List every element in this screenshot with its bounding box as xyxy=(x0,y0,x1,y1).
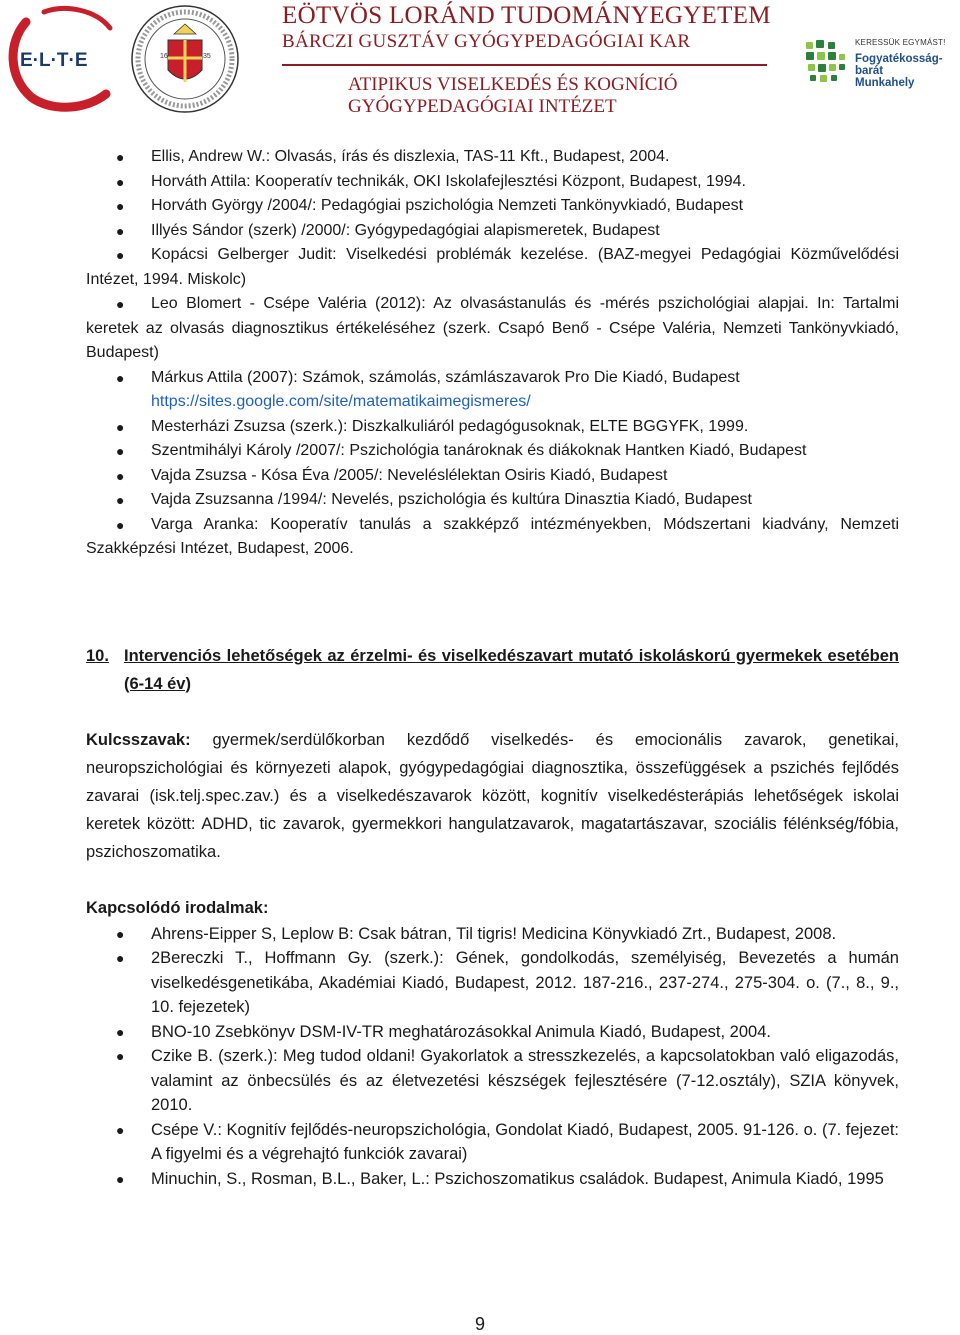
document-body xyxy=(86,145,899,1191)
institute-name-line2: GYÓGYPEDAGÓGIAI INTÉZET xyxy=(348,96,617,117)
bullet-icon: ● xyxy=(116,516,125,533)
bullet-icon: ● xyxy=(116,443,125,459)
bullet-icon: ● xyxy=(116,1023,125,1040)
list-item: ● Csépe V.: Kognitív fejlődés-neuropszichológia, Gondolat Kiadó, Budapest, 2005. 91-126. o. (7. fejezet: A figyelmi és a végrehajtó funkciók zavarai) xyxy=(86,1118,899,1167)
list-item: ● Kopácsi Gelberger Judit: Viselkedési problémák kezelése. (BAZ-megyei Pedagógiai Közművelődési Intézet, 1994. Miskolc) xyxy=(86,243,899,292)
list-item: ● Leo Blomert - Csépe Valéria (2012): Az olvasástanulás és -mérés pszichológiai alapjai. In: Tartalmi keretek az olvasás diagnosztikus értékeléséhez (szerk. Csapó Benő - Csépe Valéria, Nemzeti Tankönyvkiadó, Budapest) xyxy=(86,292,899,366)
section-title: Intervenciós lehetőségek az érzelmi- és viselkedészavart mutató iskoláskorú gyermekek esetében (6-14 év) xyxy=(124,646,899,693)
bullet-icon: ● xyxy=(116,173,125,190)
section-heading xyxy=(86,642,899,698)
section-number: 10. xyxy=(86,646,109,665)
bullet-icon: ● xyxy=(116,950,125,966)
bullet-icon: ● xyxy=(116,1048,125,1064)
university-name: EÖTVÖS LORÁND TUDOMÁNYEGYETEM xyxy=(282,2,771,29)
page-number: 9 xyxy=(474,1314,485,1334)
bullet-icon: ● xyxy=(116,222,125,239)
bullet-icon: ● xyxy=(116,1121,125,1138)
list-item: ● Horváth Attila: Kooperatív technikák, OKI Iskolafejlesztési Központ, Budapest, 1994. xyxy=(86,170,899,195)
list-item: ● Ahrens-Eipper S, Leplow B: Csak bátran, Til tigris! Medicina Könyvkiadó Zrt., Budapest, 2008. xyxy=(86,922,899,947)
list-item: ● 2Bereczki T., Hoffmann Gy. (szerk.): Gének, gondolkodás, személyiség, Bevezetés a humán viselkedésgenetikába, Akadémiai Kiadó, Budapest, 2012. 187-216., 237-274., 275-304. o. (7., 8., 9., 10. fejezetek) xyxy=(86,946,899,1020)
bullet-icon: ● xyxy=(116,492,125,508)
bullet-icon: ● xyxy=(116,369,125,386)
institution-title xyxy=(282,2,782,118)
keywords-text: gyermek/serdülőkorban kezdődő viselkedés- és emocionális zavarok, genetikai, neuropszichológiai és környezeti alapok, gyógypedagógiai diagnosztika, összefüggések a pszichés fejlődés zavarai (isk.telj.spec.zav.) és a viselkedészavarok között, kognitív viselkedésterápiás lehetőségek iskolai keretek között: ADHD, tic zavarok, gyermekkori hangulatzavarok, magatartászavar, szociális félénkség/fóbia, pszichoszomatika. xyxy=(86,730,899,861)
list-item: ● Ellis, Andrew W.: Olvasás, írás és diszlexia, TAS-11 Kft., Budapest, 2004. xyxy=(86,145,899,170)
list-item: ● Márkus Attila (2007): Számok, számolás, számlászavarok Pro Die Kiadó, Budapest https://sites.google.com/site/matematikaimegismeres/ xyxy=(86,366,899,415)
bullet-icon: ● xyxy=(116,149,125,165)
list-item: ● Minuchin, S., Rosman, B.L., Baker, L.: Pszichoszomatikus családok. Budapest, Animula Kiadó, 1995 xyxy=(86,1167,899,1192)
badge-text: KERESSÜK EGYMÁST! Fogyatékosság-barát Munkahely xyxy=(855,38,946,89)
list-item: ● Vajda Zsuzsanna /1994/: Nevelés, pszichológia és kultúra Dinasztia Kiadó, Budapest xyxy=(86,488,899,513)
page-header xyxy=(0,0,960,130)
bullet-icon: ● xyxy=(116,418,125,435)
institute-name-line1: ATIPIKUS VISELKEDÉS ÉS KOGNÍCIÓ xyxy=(348,74,678,95)
elte-logo-text: E·L·T·E xyxy=(20,50,88,71)
list-item: ● Illyés Sándor (szerk) /2000/: Gyógypedagógiai alapismeretek, Budapest xyxy=(86,219,899,244)
list-item: ● Vajda Zsuzsa - Kósa Éva /2005/: Neveléslélektan Osiris Kiadó, Budapest xyxy=(86,464,899,489)
keywords-label: Kulcsszavak: xyxy=(86,730,191,749)
list-item: ● Varga Aranka: Kooperatív tanulás a szakképző intézményekben, Módszertani kiadvány, Nemzeti Szakképzési Intézet, Budapest, 2006. xyxy=(86,513,899,562)
faculty-name: BÁRCZI GUSZTÁV GYÓGYPEDAGÓGIAI KAR xyxy=(282,31,691,52)
elte-logo xyxy=(6,2,124,112)
list-item: ● Szentmihályi Károly /2007/: Pszichológia tanároknak és diákoknak Hantken Kiadó, Budapest xyxy=(86,439,899,464)
reference-link[interactable]: https://sites.google.com/site/matematikaimegismeres/ xyxy=(151,393,531,410)
bullet-icon: ● xyxy=(116,1170,125,1187)
list-item: ● Horváth György /2004/: Pedagógiai pszichológia Nemzeti Tankönyvkiadó, Budapest xyxy=(86,194,899,219)
header-divider xyxy=(282,64,767,66)
svg-text:16: 16 xyxy=(160,53,168,60)
keywords-paragraph xyxy=(86,726,899,866)
bullet-icon: ● xyxy=(116,467,125,484)
list-item: ● BNO-10 Zsebkönyv DSM-IV-TR meghatározásokkal Animula Kiadó, Budapest, 2004. xyxy=(86,1020,899,1045)
bullet-icon: ● xyxy=(116,296,125,312)
bullet-icon: ● xyxy=(116,925,125,942)
literature-label: Kapcsolódó irodalmak: xyxy=(86,898,269,917)
list-item: ● Mesterházi Zsuzsa (szerk.): Diszkalkuliáról pedagógusoknak, ELTE BGGYFK, 1999. xyxy=(86,415,899,440)
bullet-icon: ● xyxy=(116,247,125,263)
university-seal xyxy=(130,0,240,118)
svg-text:35: 35 xyxy=(203,53,211,60)
list-item: ● Czike B. (szerk.): Meg tudod oldani! Gyakorlatok a stresszkezelés, a kapcsolatokban való eligazodás, valamint az önbecsülés és az életvezetési készségek fejlesztésére (7-12.osztály), SZIA könyvek, 2010. xyxy=(86,1044,899,1118)
bullet-icon: ● xyxy=(116,198,125,214)
